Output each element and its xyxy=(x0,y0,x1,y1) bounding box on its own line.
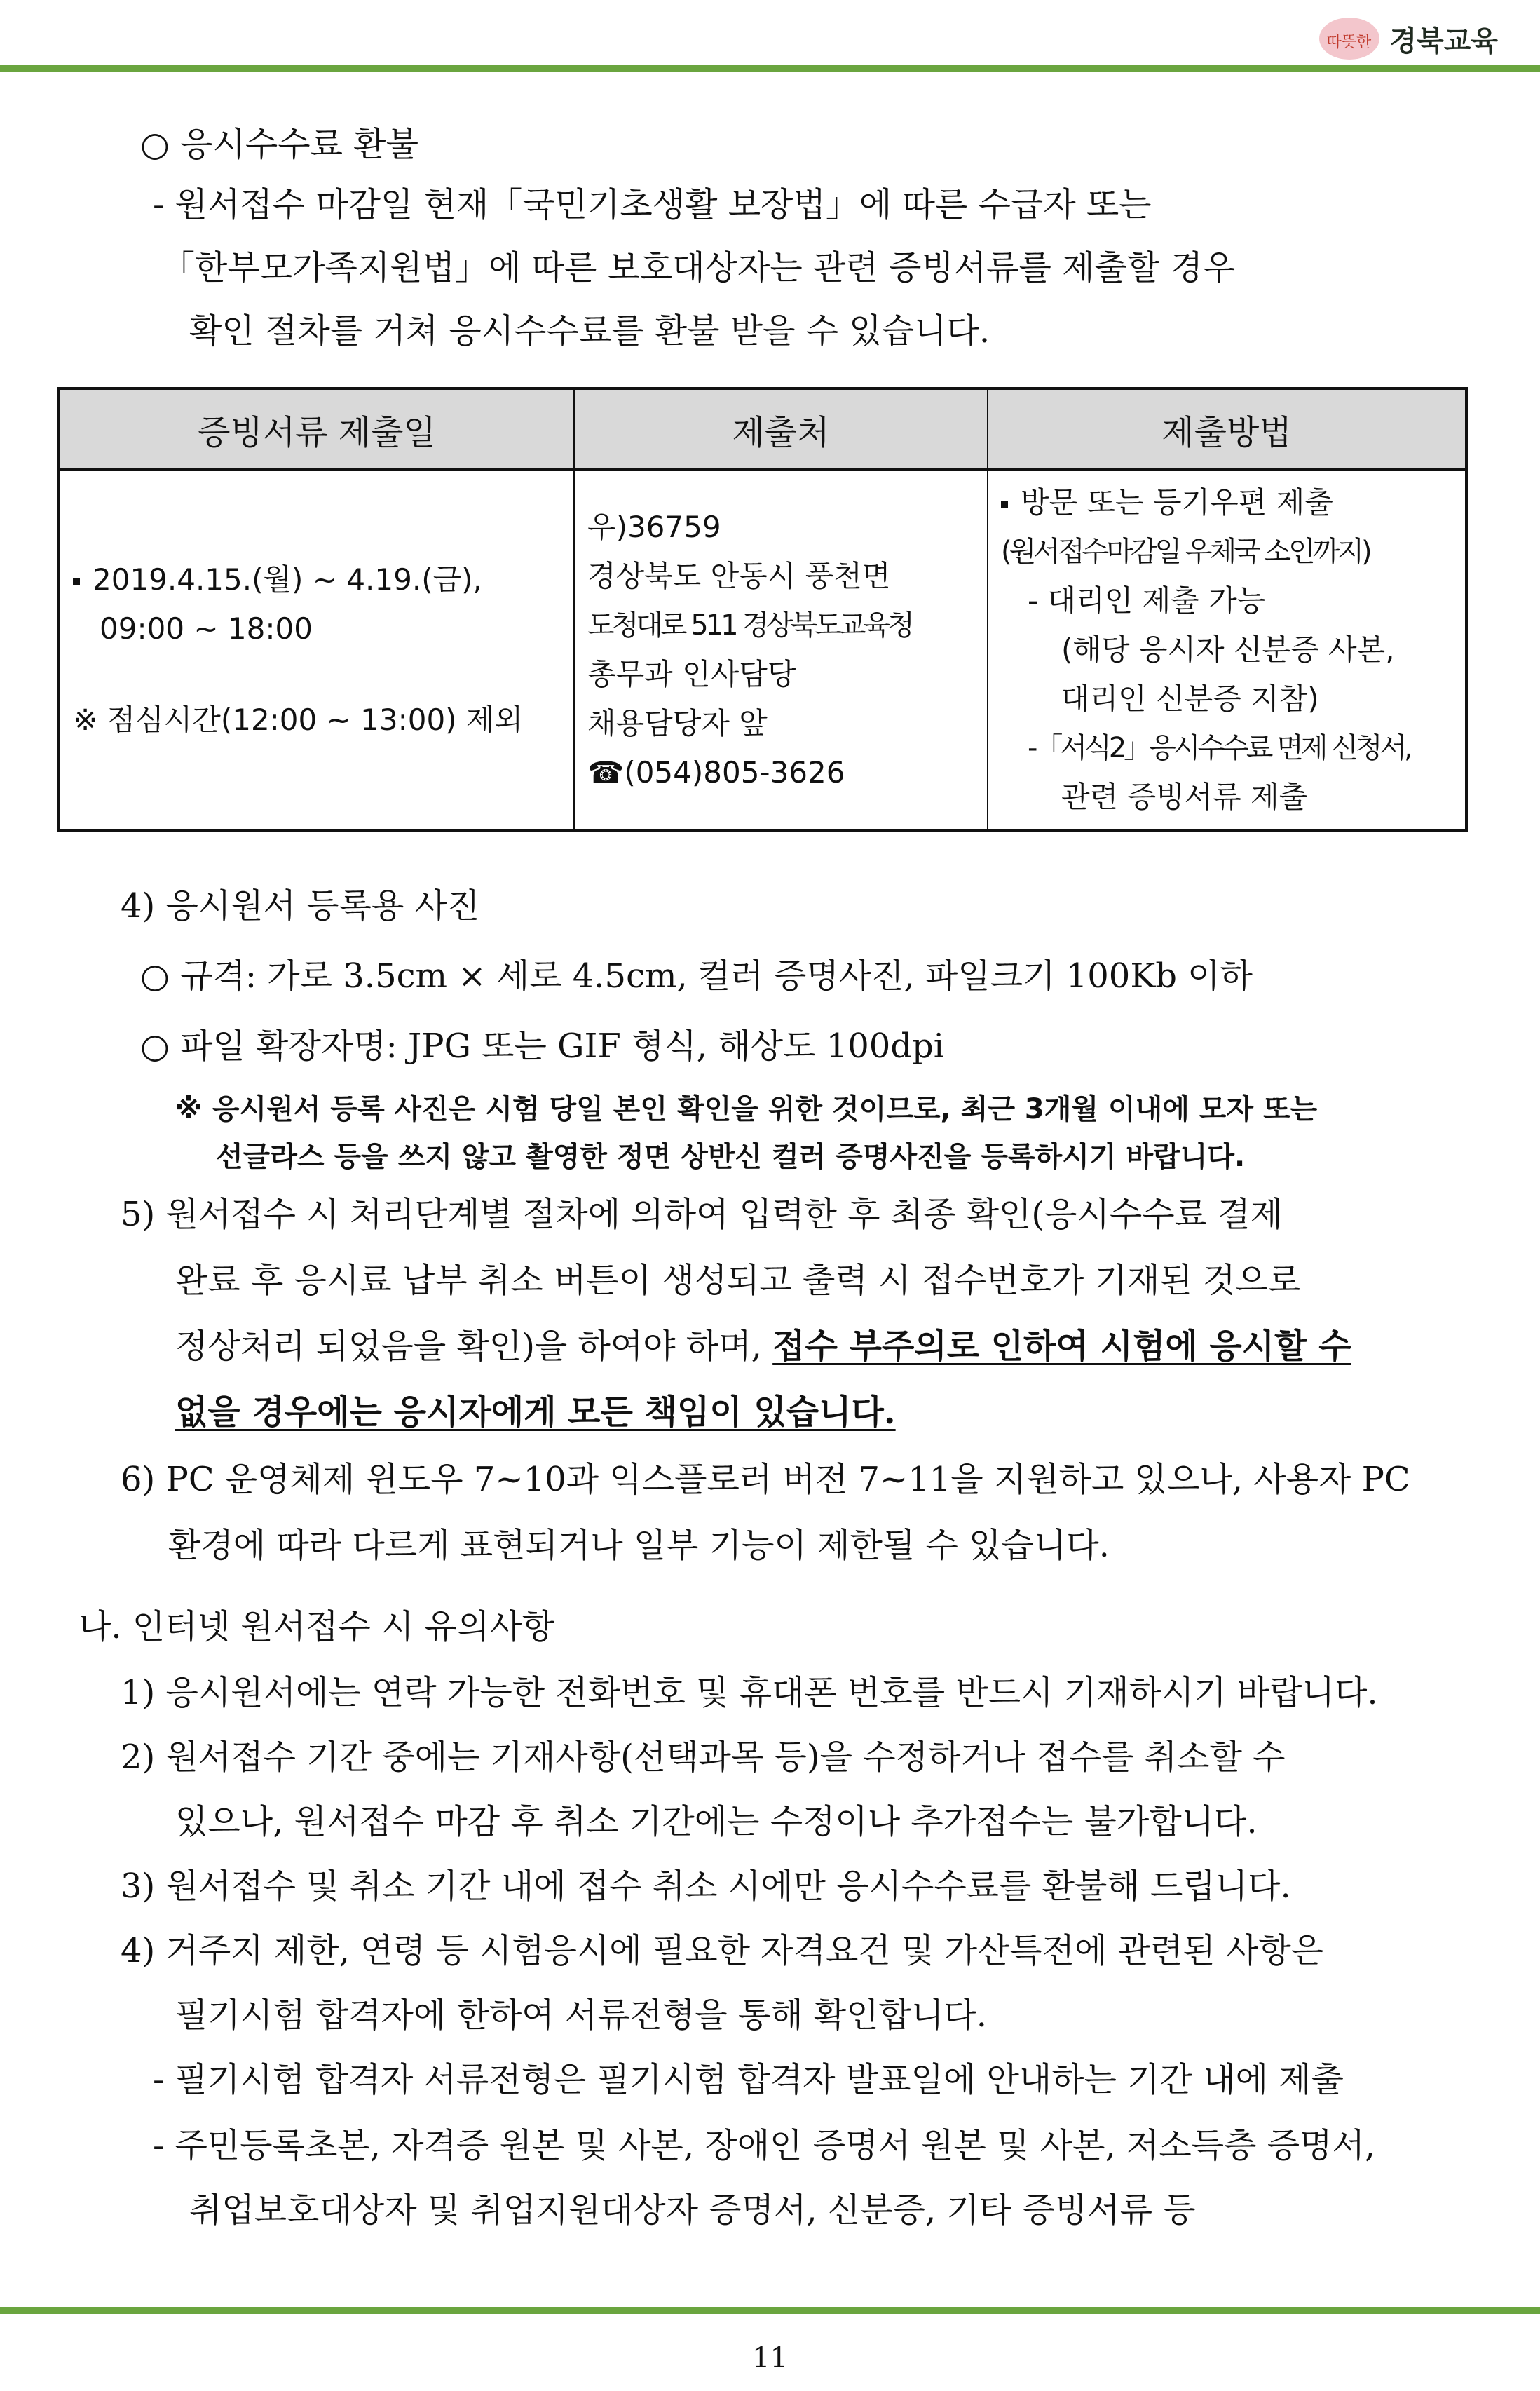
bullet-icon xyxy=(1001,501,1008,508)
header-date: 증빙서류 제출일 xyxy=(59,388,574,470)
item5-line-2: 완료 후 응시료 납부 취소 버튼이 생성되고 출력 시 접수번호가 기재된 것으로 xyxy=(175,1261,1301,1300)
item5-line-1: 5) 원서접수 시 처리단계별 절차에 의하여 입력한 후 최종 확인(응시수수료 결제 xyxy=(121,1195,1283,1234)
place-line: 도청대로 511 경상북도교육청 xyxy=(587,609,912,642)
na-sub-2: - 주민등록초본, 자격증 원본 및 사본, 장애인 증명서 원본 및 사본, 저소득층 증명서, xyxy=(153,2126,1376,2165)
date-cell xyxy=(59,470,574,830)
method-line: -「서식2」응시수수료 면제 신청서, xyxy=(1028,732,1410,764)
photo-ext: ○ 파일 확장자명: JPG 또는 GIF 형식, 해상도 100dpi xyxy=(140,1027,945,1066)
header-method: 제출방법 xyxy=(988,388,1466,470)
place-line: 우)36759 xyxy=(587,510,721,544)
na-item-2-cont: 있으나, 원서접수 마감 후 취소 기간에는 수정이나 추가접수는 불가합니다. xyxy=(175,1802,1258,1841)
header-rule xyxy=(0,65,1540,72)
logo-emblem xyxy=(1319,18,1379,60)
table-row xyxy=(59,470,1466,830)
submission-table xyxy=(57,387,1468,832)
item6-line-2: 환경에 따라 다르게 표현되거나 일부 기능이 제한될 수 있습니다. xyxy=(168,1526,1110,1565)
photo-heading: 4) 응시원서 등록용 사진 xyxy=(121,886,480,926)
na-sub-1: - 필기시험 합격자 서류전형은 필기시험 합격자 발표일에 안내하는 기간 내에 제출 xyxy=(153,2060,1344,2099)
method-line: (원서접수마감일 우체국 소인까지) xyxy=(1001,536,1370,568)
date-range: 2019.4.15.(월) ~ 4.19.(금), xyxy=(93,562,482,597)
refund-line-2: 「한부모가족지원법」에 따른 보호대상자는 관련 증빙서류를 제출할 경우 xyxy=(161,248,1236,287)
na-item-3: 3) 원서접수 및 취소 기간 내에 접수 취소 시에만 응시수수료를 환불해 드립니다. xyxy=(121,1867,1291,1906)
na-item-4-cont: 필기시험 합격자에 한하여 서류전형을 통해 확인합니다. xyxy=(175,1996,988,2035)
na-item-2: 2) 원서접수 기간 중에는 기재사항(선택과목 등)을 수정하거나 접수를 취소할 수 xyxy=(121,1738,1286,1777)
logo-main-text: 경북교육 xyxy=(1389,24,1498,57)
table-header-row xyxy=(59,388,1466,470)
item6-line-1: 6) PC 운영체제 윈도우 7~10과 익스플로러 버전 7~11을 지원하고 있으나, 사용자 PC xyxy=(121,1460,1410,1499)
method-cell xyxy=(988,470,1466,830)
item5-line-3-plain: 정상처리 되었음을 확인)을 하여야 하며, xyxy=(175,1327,773,1366)
footer-rule xyxy=(0,2307,1540,2314)
refund-line-1: - 원서접수 마감일 현재「국민기초생활 보장법」에 따른 수급자 또는 xyxy=(153,185,1152,224)
method-line: 방문 또는 등기우편 제출 xyxy=(1021,485,1333,520)
lunch-note: ※ 점심시간(12:00 ~ 13:00) 제외 xyxy=(73,703,524,737)
logo-small-text: 따뜻한 xyxy=(1326,34,1372,51)
place-cell xyxy=(574,470,988,830)
refund-heading: ○ 응시수수료 환불 xyxy=(140,125,418,164)
na-sub-2-cont: 취업보호대상자 및 취업지원대상자 증명서, 신분증, 기타 증빙서류 등 xyxy=(189,2190,1196,2230)
photo-note-2: 선글라스 등을 쓰지 않고 촬영한 정면 상반신 컬러 증명사진을 등록하시기 바랍니다. xyxy=(216,1141,1246,1173)
place-line: 채용담당자 앞 xyxy=(587,706,768,740)
header-logo xyxy=(1319,14,1498,63)
photo-note-1: ※ 응시원서 등록 사진은 시험 당일 본인 확인을 위한 것이므로, 최근 3개월 이내에 모자 또는 xyxy=(175,1093,1318,1125)
place-line: 경상북도 안동시 풍천면 xyxy=(587,559,891,593)
item5-warning: 접수 부주의로 인하여 시험에 응시할 수 xyxy=(772,1327,1351,1366)
place-line: 총무과 인사담당 xyxy=(587,657,796,691)
header-place: 제출처 xyxy=(574,388,988,470)
method-line: 관련 증빙서류 제출 xyxy=(1061,780,1308,814)
item5-warning-2: 없을 경우에는 응시자에게 모든 책임이 있습니다. xyxy=(175,1393,896,1432)
page-number: 11 xyxy=(752,2342,788,2374)
refund-line-3: 확인 절차를 거쳐 응시수수료를 환불 받을 수 있습니다. xyxy=(189,311,990,351)
photo-spec: ○ 규격: 가로 3.5cm × 세로 4.5cm, 컬러 증명사진, 파일크기 100Kb 이하 xyxy=(140,956,1253,996)
na-item-4: 4) 거주지 제한, 연령 등 시험응시에 필요한 자격요건 및 가산특전에 관련된 사항은 xyxy=(121,1931,1324,1970)
time-range: 09:00 ~ 18:00 xyxy=(100,611,313,646)
item5-line-3 xyxy=(175,1325,1351,1367)
method-line: (해당 응시자 신분증 사본, xyxy=(1061,632,1395,667)
method-line: 대리인 신분증 지참) xyxy=(1061,682,1319,716)
na-item-1: 1) 응시원서에는 연락 가능한 전화번호 및 휴대폰 번호를 반드시 기재하시기 바랍니다. xyxy=(121,1673,1378,1712)
phone-line: ☎(054)805-3626 xyxy=(587,755,845,790)
section-na-heading: 나. 인터넷 원서접수 시 유의사항 xyxy=(79,1607,555,1646)
method-line: - 대리인 제출 가능 xyxy=(1028,583,1266,618)
bullet-icon xyxy=(73,578,80,585)
